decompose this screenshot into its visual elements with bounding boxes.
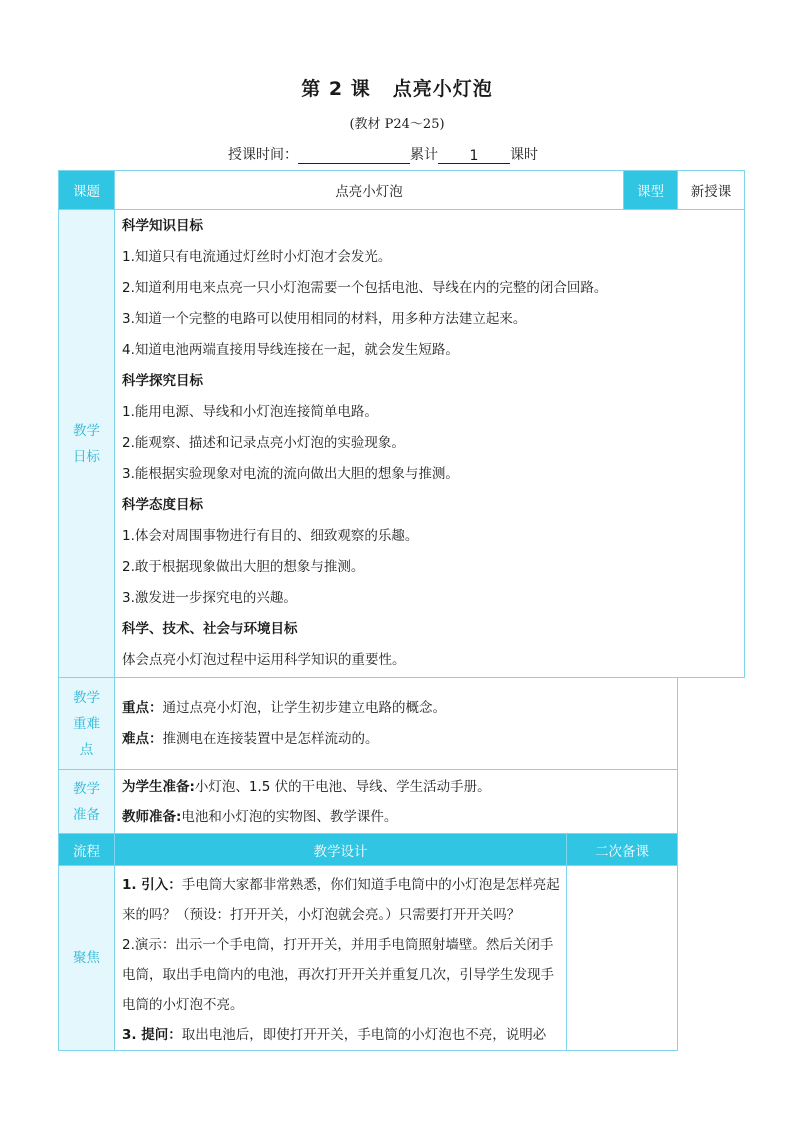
focus-label: 重点： [122,699,163,716]
teacher-prep-label: 教师准备: [122,808,182,825]
design-label: 教学设计 [115,834,567,866]
lesson-title: 点亮小灯泡 [392,78,493,100]
difficulty-label: 难点： [122,730,163,747]
key-points-label: 教学 重难 点 [59,678,115,770]
list-item: 3.能根据实验现象对电流的流向做出大胆的想象与推测。 [122,466,459,482]
list-item: 4.知道电池两端直接用导线连接在一起，就会发生短路。 [122,342,459,358]
type-label: 课型 [624,171,678,210]
empty-cell [678,834,745,866]
preparation-row [59,770,745,834]
total-value: 1 [438,148,510,164]
student-prep-label: 为学生准备: [122,778,195,795]
attitude-title: 科学态度目标 [122,497,203,513]
total-label: 累计 [410,147,438,163]
list-item: 1.知道只有电流通过灯丝时小灯泡才会发光。 [122,249,392,265]
stage-label: 聚焦 [59,866,115,1051]
topic-label: 课题 [59,171,115,210]
difficulty-text: 推测电在连接装置中是怎样流动的。 [162,730,379,747]
knowledge-title: 科学知识目标 [122,218,203,234]
flow-header-row [59,834,745,866]
time-blank [298,148,410,164]
step-1: 1. 引入：手电筒大家都非常熟悉，你们知道手电筒中的小灯泡是怎样亮起来的吗？（预设：打开开关，小灯泡就会亮。）只需要打开开关吗？ [122,877,560,923]
second-prep-label: 二次备课 [567,834,678,866]
goals-content [115,210,745,678]
list-item: 2.敢于根据现象做出大胆的想象与推测。 [122,559,365,575]
flow-label: 流程 [59,834,115,866]
goals-label: 教学 日标 [59,210,115,678]
preparation-content [115,770,678,834]
step-2: 2.演示：出示一个手电筒，打开开关，并用手电筒照射墙壁。然后关闭手电筒，取出手电筒内的电池，再次打开开关并重复几次，引导学生发现手电筒的小灯泡不亮。 [122,937,554,1013]
teacher-prep-text: 电池和小灯泡的实物图、教学课件。 [181,808,398,825]
type-value: 新授课 [678,171,745,210]
empty-cell [678,678,745,770]
focus-stage-row [59,866,745,1051]
empty-cell [678,770,745,834]
list-item: 3.激发进一步探究电的兴趣。 [122,590,297,606]
step-3: 3. 提问：取出电池后，即使打开开关，手电筒的小灯泡也不亮，说明必 [122,1027,547,1043]
focus-text: 通过点亮小灯泡，让学生初步建立电路的概念。 [162,699,446,716]
lesson-number: 第 2 课 [301,78,371,100]
empty-cell [678,866,745,1051]
stage-content [115,866,567,1051]
inquiry-title: 科学探究目标 [122,373,203,389]
key-points-row [59,678,745,770]
textbook-reference: (教材 P24～25) [349,117,445,132]
list-item: 体会点亮小灯泡过程中运用科学知识的重要性。 [122,652,406,668]
list-item: 3.知道一个完整的电路可以使用相同的材料，用多种方法建立起来。 [122,311,527,327]
class-time-line [228,144,538,164]
list-item: 2.能观察、描述和记录点亮小灯泡的实验现象。 [122,435,405,451]
list-item: 1.体会对周围事物进行有目的、细致观察的乐趣。 [122,528,419,544]
unit-label: 课时 [510,147,538,163]
sts-title: 科学、技术、社会与环境目标 [122,621,298,637]
preparation-label: 教学 准备 [59,770,115,834]
second-prep-cell [567,866,678,1051]
list-item: 2.知道利用电来点亮一只小灯泡需要一个包括电池、导线在内的完整的闭合回路。 [122,280,608,296]
topic-value: 点亮小灯泡 [115,171,624,210]
list-item: 1.能用电源、导线和小灯泡连接简单电路。 [122,404,378,420]
student-prep-text: 小灯泡、1.5 伏的干电池、导线、学生活动手册。 [194,778,491,795]
time-label: 授课时间： [228,147,298,163]
lesson-plan-table [58,170,745,1051]
page-title [0,74,794,101]
goals-row [59,210,745,678]
key-points-content [115,678,678,770]
topic-row [59,171,745,210]
